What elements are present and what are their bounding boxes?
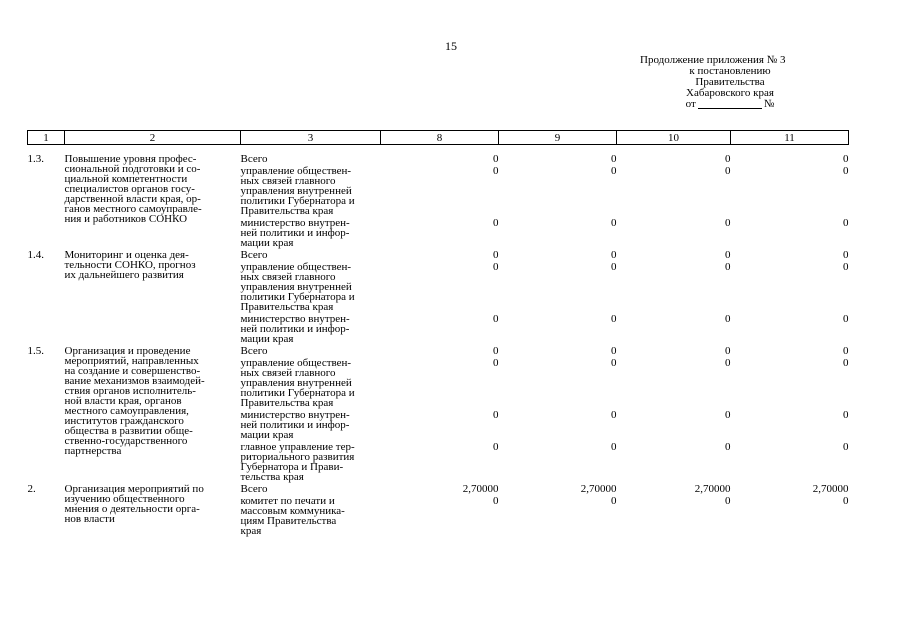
activity-name-line: мероприятий, направленных: [64, 355, 199, 367]
activity-name-line: их дальнейшего развития: [64, 269, 184, 281]
column-header: 10: [617, 131, 731, 145]
executor-line: ных связей главного: [240, 271, 336, 283]
column-header: 9: [499, 131, 617, 145]
appendix-line2: к постановлению: [689, 65, 771, 77]
value-cell-10: 0: [725, 441, 731, 453]
column-header: 11: [731, 131, 849, 145]
activity-name-line: изучению общественного: [64, 493, 185, 505]
executor-line: управления внутренней: [240, 281, 352, 293]
activity-name-line: на создание и совершенство-: [64, 365, 201, 377]
table-header-row: [28, 131, 849, 145]
activity-name: [65, 482, 241, 536]
activity-name-line: местного самоуправления,: [64, 405, 189, 417]
executor: [241, 408, 381, 440]
executor-line: циям Правительства: [240, 515, 337, 527]
executor-line: Правительства края: [240, 301, 334, 313]
row-number: 1.5.: [27, 345, 44, 357]
executor-line: управление обществен-: [240, 165, 352, 177]
appendix-line3: Правительства: [695, 76, 765, 88]
value-cell-10: 2,70000: [694, 483, 731, 495]
value-cell-8: 0: [493, 345, 499, 357]
value-cell-8: 0: [493, 165, 499, 177]
table-row: [28, 145, 849, 165]
activity-name-line: Организация и проведение: [64, 345, 191, 357]
executor: [241, 440, 381, 482]
value-cell-11: 0: [843, 345, 849, 357]
date-blank: [698, 99, 762, 109]
value-cell-10: 0: [725, 249, 731, 261]
column-header: 1: [28, 131, 65, 145]
value-cell-8: 0: [493, 261, 499, 273]
executor-line: ней политики и инфор-: [240, 323, 350, 335]
table-row: [28, 482, 849, 494]
value-cell-8: 2,70000: [462, 483, 499, 495]
row-number: 2.: [27, 483, 36, 495]
activity-name-line: вание механизмов взаимодей-: [64, 375, 205, 387]
executor: [241, 260, 381, 312]
activity-name-line: тельности СОНКО, прогноз: [64, 259, 196, 271]
executor-line: управление обществен-: [240, 357, 352, 369]
executor-line: комитет по печати и: [240, 495, 335, 507]
column-header: 8: [381, 131, 499, 145]
table-row: [28, 248, 849, 260]
executor-line: управления внутренней: [240, 185, 352, 197]
activity-name-line: ствия органов исполнитель-: [64, 385, 196, 397]
value-cell-8: 0: [493, 313, 499, 325]
value-cell-9: 0: [611, 217, 617, 229]
activity-name-line: циальной компетентности: [64, 173, 188, 185]
value-cell-11: 0: [843, 441, 849, 453]
value-cell-9: 0: [611, 345, 617, 357]
value-cell-9: 0: [611, 165, 617, 177]
executor-line: Всего: [240, 153, 268, 165]
executor: [241, 145, 381, 165]
executor-line: политики Губернатора и: [240, 291, 355, 303]
activity-name-line: общества в развитии обще-: [64, 425, 193, 437]
activity-name-line: нов власти: [64, 513, 115, 525]
value-cell-11: 0: [843, 409, 849, 421]
value-cell-10: 0: [725, 165, 731, 177]
executor-line: мации края: [240, 429, 294, 441]
number-sign: №: [763, 98, 775, 110]
executor-line: Всего: [240, 249, 268, 261]
value-cell-10: 0: [725, 409, 731, 421]
value-cell-9: 0: [611, 249, 617, 261]
value-cell-9: 0: [611, 261, 617, 273]
value-cell-9: 0: [611, 495, 617, 507]
appendix-line4: Хабаровского края: [686, 87, 774, 99]
value-cell-9: 0: [611, 313, 617, 325]
activity-name: [65, 344, 241, 482]
value-cell-9: 0: [611, 441, 617, 453]
value-cell-10: 0: [725, 217, 731, 229]
executor: [241, 494, 381, 536]
value-cell-11: 0: [843, 217, 849, 229]
executor-line: ней политики и инфор-: [240, 227, 350, 239]
executor: [241, 356, 381, 408]
appendix-continuation: Продолжение приложения № 3: [640, 54, 786, 66]
value-cell-11: 0: [843, 357, 849, 369]
executor: [241, 164, 381, 216]
executor-line: ных связей главного: [240, 175, 336, 187]
value-cell-8: 0: [493, 249, 499, 261]
executor-line: Правительства края: [240, 397, 334, 409]
executor: [241, 248, 381, 260]
value-cell-11: 0: [843, 153, 849, 165]
executor-line: мации края: [240, 333, 294, 345]
activity-name-line: дарственной власти края, ор-: [64, 193, 201, 205]
value-cell-10: 0: [725, 345, 731, 357]
value-cell-10: 0: [725, 261, 731, 273]
appendix-header: [640, 55, 820, 110]
row-number: 1.3.: [27, 153, 44, 165]
value-cell-8: 0: [493, 217, 499, 229]
value-cell-8: 0: [493, 409, 499, 421]
executor: [241, 344, 381, 356]
executor-line: края: [240, 525, 262, 537]
table-row: [28, 344, 849, 356]
value-cell-8: 0: [493, 495, 499, 507]
executor: [241, 216, 381, 248]
value-cell-8: 0: [493, 441, 499, 453]
value-cell-9: 0: [611, 153, 617, 165]
value-cell-10: 0: [725, 357, 731, 369]
executor: [241, 482, 381, 494]
value-cell-10: 0: [725, 495, 731, 507]
executor-line: Всего: [240, 483, 268, 495]
executor: [241, 312, 381, 344]
column-header: 3: [241, 131, 381, 145]
value-cell-8: 0: [493, 357, 499, 369]
value-cell-11: 0: [843, 313, 849, 325]
column-header: 2: [65, 131, 241, 145]
value-cell-9: 0: [611, 357, 617, 369]
executor-line: управление обществен-: [240, 261, 352, 273]
date-prefix: от: [685, 98, 696, 110]
table-body: [28, 145, 849, 537]
value-cell-11: 0: [843, 261, 849, 273]
activity-name-line: партнерства: [64, 445, 122, 457]
executor-line: политики Губернатора и: [240, 195, 355, 207]
activity-name: [65, 248, 241, 344]
executor-line: мации края: [240, 237, 294, 249]
value-cell-8: 0: [493, 153, 499, 165]
value-cell-10: 0: [725, 153, 731, 165]
executor-line: Губернатора и Прави-: [240, 461, 344, 473]
executor-line: политики Губернатора и: [240, 387, 355, 399]
value-cell-10: 0: [725, 313, 731, 325]
activity-name-line: сиональной подготовки и со-: [64, 163, 201, 175]
page-number: 15: [445, 39, 457, 53]
executor-line: главное управление тер-: [240, 441, 355, 453]
executor-line: министерство внутрен-: [240, 313, 350, 325]
activity-name-line: специалистов органов госу-: [64, 183, 195, 195]
executor-line: риториального развития: [240, 451, 355, 463]
value-cell-11: 0: [843, 249, 849, 261]
value-cell-9: 2,70000: [580, 483, 617, 495]
executor-line: массовым коммуника-: [240, 505, 345, 517]
appendix-date-number: [640, 99, 820, 110]
executor-line: министерство внутрен-: [240, 409, 350, 421]
activity-name-line: ганов местного самоуправле-: [64, 203, 202, 215]
executor-line: министерство внутрен-: [240, 217, 350, 229]
activity-name-line: Мониторинг и оценка дея-: [64, 249, 189, 261]
activity-name: [65, 145, 241, 249]
activity-name-line: ния и работников СОНКО: [64, 213, 188, 225]
executor-line: Всего: [240, 345, 268, 357]
value-cell-11: 0: [843, 495, 849, 507]
activity-name-line: Организация мероприятий по: [64, 483, 204, 495]
row-number: 1.4.: [27, 249, 44, 261]
activity-name-line: ной власти края, органов: [64, 395, 182, 407]
value-cell-11: 2,70000: [812, 483, 849, 495]
activity-name-line: ственно-государственного: [64, 435, 188, 447]
executor-line: тельства края: [240, 471, 304, 483]
activity-name-line: институтов гражданского: [64, 415, 184, 427]
value-cell-11: 0: [843, 165, 849, 177]
executor-line: управления внутренней: [240, 377, 352, 389]
executor-line: Правительства края: [240, 205, 334, 217]
activity-name-line: мнения о деятельности орга-: [64, 503, 200, 515]
value-cell-9: 0: [611, 409, 617, 421]
activity-name-line: Повышение уровня профес-: [64, 153, 197, 165]
executor-line: ных связей главного: [240, 367, 336, 379]
executor-line: ней политики и инфор-: [240, 419, 350, 431]
budget-table: [27, 130, 849, 536]
